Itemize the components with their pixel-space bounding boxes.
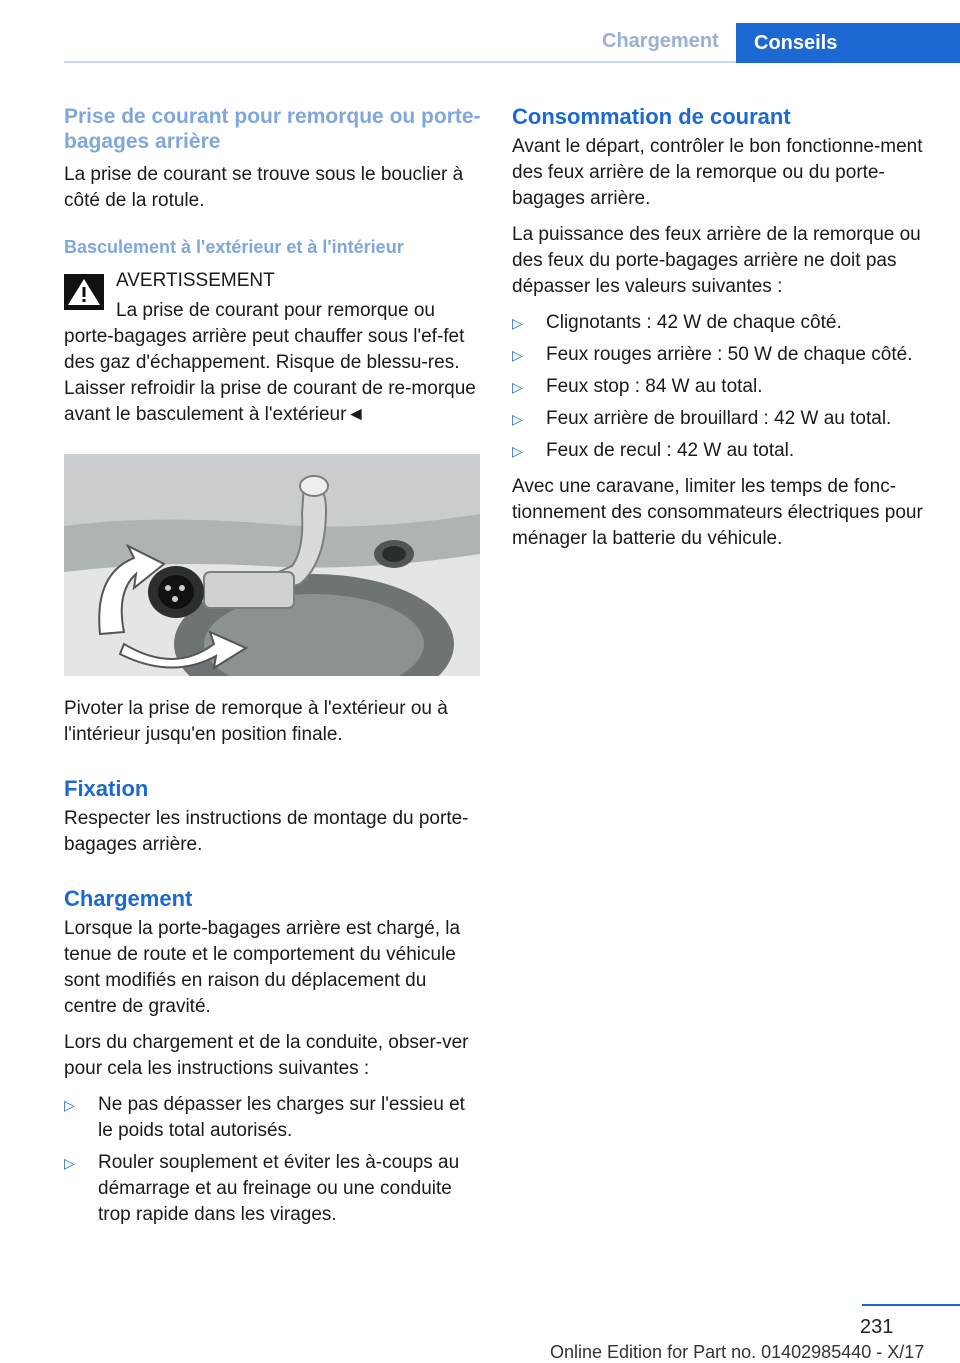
paragraph-fixation: Respecter les instructions de montage du porte-bagages arrière. bbox=[64, 808, 469, 855]
heading-prise-courant: Prise de courant pour remorque ou porte-bagages arrière bbox=[64, 105, 481, 153]
list-item: ▷ Feux rouges arrière : 50 W de chaque côté. bbox=[512, 342, 932, 368]
figure-trailer-socket bbox=[64, 454, 480, 676]
chargement-list bbox=[64, 1092, 482, 1228]
list-item: ▷ Ne pas dépasser les charges sur l'essieu et le poids total autorisés. bbox=[64, 1094, 465, 1141]
list-item: ▷ Feux stop : 84 W au total. bbox=[512, 374, 932, 400]
edition-label: Online Edition for Part no. 01402985440 - X/17 bbox=[550, 1342, 925, 1362]
paragraph-conso-2: La puissance des feux arrière de la remorque ou des feux du porte-bagages arrière ne doit pas dépasser les valeurs suivantes : bbox=[512, 224, 921, 297]
triangle-bullet-icon: ▷ bbox=[512, 379, 523, 395]
triangle-bullet-icon: ▷ bbox=[64, 1155, 75, 1171]
triangle-bullet-icon: ▷ bbox=[512, 411, 523, 427]
footer-rule bbox=[862, 1304, 960, 1306]
triangle-bullet-icon: ▷ bbox=[512, 347, 523, 363]
triangle-bullet-icon: ▷ bbox=[512, 443, 523, 459]
page-number: 231 bbox=[860, 1316, 894, 1338]
power-list bbox=[512, 310, 932, 464]
list-item: ▷ Rouler souplement et éviter les à-coups au démarrage et au freinage ou une conduite trop rapide dans les virages. bbox=[64, 1152, 460, 1225]
right-column bbox=[512, 104, 932, 562]
list-item: ▷ Feux arrière de brouillard : 42 W au total. bbox=[512, 406, 932, 432]
warning-triangle-icon bbox=[64, 274, 104, 310]
triangle-bullet-icon: ▷ bbox=[64, 1097, 75, 1113]
heading-consommation: Consommation de courant bbox=[512, 104, 791, 129]
warning-text: La prise de courant pour remorque ou porte-bagages arrière peut chauffer sous l'ef-fet des gaz d'échappement. Risque de blessu-res. Laisser refroidir la prise de courant de re-morque avant le basculement à l'extérieur◄ bbox=[64, 300, 476, 425]
paragraph-conso-3: Avec une caravane, limiter les temps de fonc-tionnement des consommateurs électriques pour ménager la batterie du véhicule. bbox=[512, 476, 923, 549]
warning-block bbox=[64, 268, 482, 428]
list-item: ▷ Feux de recul : 42 W au total. bbox=[512, 438, 932, 464]
paragraph-chargement-2: Lors du chargement et de la conduite, obser-ver pour cela les instructions suivantes : bbox=[64, 1032, 469, 1079]
header-tab-chargement[interactable]: Chargement bbox=[602, 30, 719, 52]
paragraph-chargement-1: Lorsque la porte-bagages arrière est chargé, la tenue de route et le comportement du véhicule sont modifiés en raison du déplacement du centre de gravité. bbox=[64, 918, 461, 1017]
heading-fixation: Fixation bbox=[64, 776, 149, 801]
heading-basculement: Basculement à l'extérieur et à l'intérieur bbox=[64, 237, 404, 257]
paragraph-conso-1: Avant le départ, contrôler le bon fonctionne-ment des feux arrière de la remorque ou du porte-bagages arrière. bbox=[512, 136, 923, 209]
warning-title: AVERTISSEMENT bbox=[116, 270, 275, 291]
paragraph-prise: La prise de courant se trouve sous le bouclier à côté de la rotule. bbox=[64, 164, 464, 211]
heading-chargement: Chargement bbox=[64, 886, 193, 911]
left-column bbox=[64, 104, 482, 1238]
list-item: ▷ Clignotants : 42 W de chaque côté. bbox=[512, 310, 932, 336]
header-tab-conseils[interactable]: Conseils bbox=[736, 23, 960, 63]
figure-caption: Pivoter la prise de remorque à l'extérieur ou à l'intérieur jusqu'en position finale. bbox=[64, 698, 448, 745]
triangle-bullet-icon: ▷ bbox=[512, 315, 523, 331]
trailer-socket-illustration bbox=[64, 454, 480, 676]
